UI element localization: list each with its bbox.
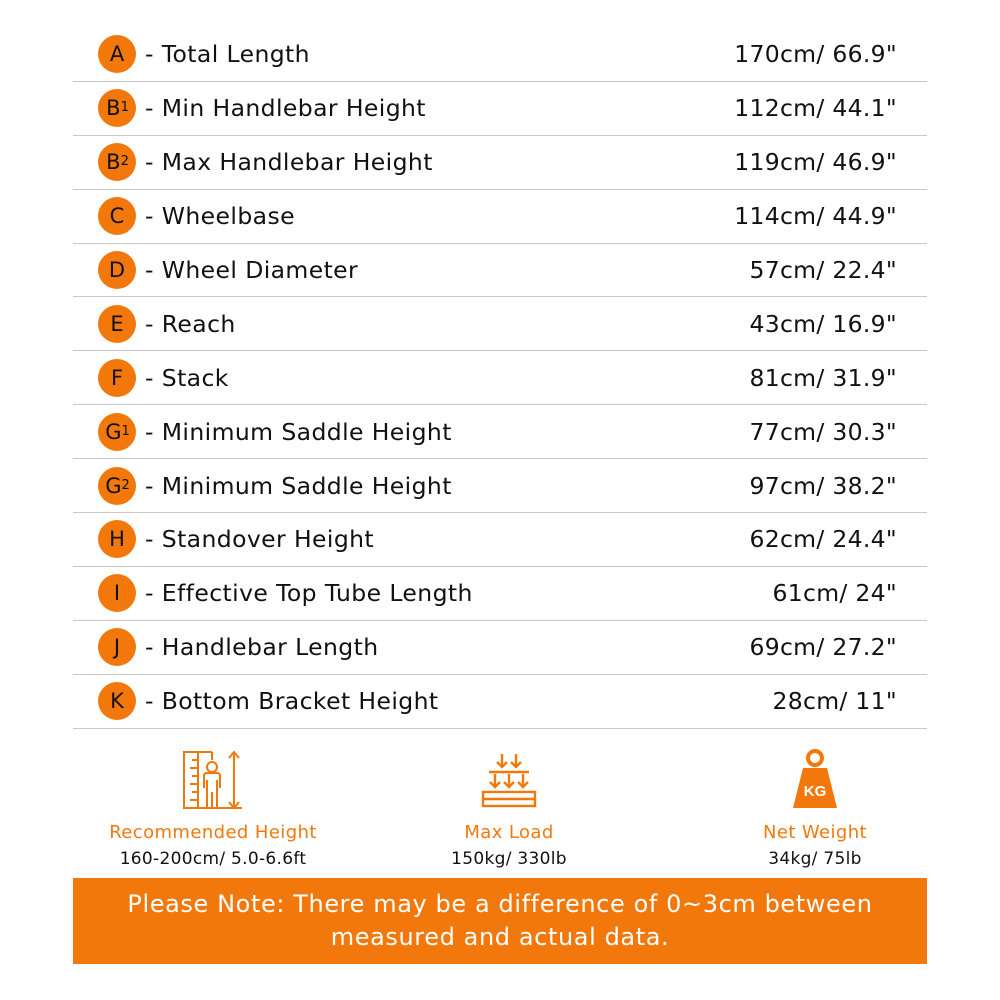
spec-badge: H [98,520,136,558]
spec-label: - Standover Height [145,525,375,554]
spec-value: 77cm/ 30.3" [749,417,897,446]
spec-badge: G 1 [98,413,136,451]
spec-badge: E [98,305,136,343]
spec-row [73,297,927,351]
height-ruler-icon [83,742,343,810]
spec-value: 62cm/ 24.4" [749,525,897,554]
kg-weight-icon [685,742,945,810]
spec-label: - Bottom Bracket Height [145,687,439,716]
spec-label: - Reach [145,309,236,338]
spec-row [73,82,927,136]
spec-row [73,459,927,513]
spec-badge: K [98,682,136,720]
spec-badge: F [98,359,136,397]
spec-value: 97cm/ 38.2" [749,471,897,500]
spec-row [73,567,927,621]
spec-row [73,621,927,675]
spec-badge: A [98,35,136,73]
spec-label: - Minimum Saddle Height [145,417,452,446]
spec-row [73,405,927,459]
spec-value: 28cm/ 11" [772,687,897,716]
spec-badge: I [98,574,136,612]
spec-label: - Minimum Saddle Height [145,471,452,500]
spec-badge: G 2 [98,467,136,505]
spec-row [73,190,927,244]
kg-label: KG [803,783,827,800]
spec-value: 170cm/ 66.9" [734,40,897,69]
spec-value: 43cm/ 16.9" [749,309,897,338]
spec-label: - Stack [145,363,229,392]
feature-value: 160-200cm/ 5.0-6.6ft [119,849,307,869]
spec-label: - Total Length [145,40,310,69]
feature-value: 150kg/ 330lb [451,849,567,869]
feature-title: Net Weight [762,822,868,843]
spec-value: 69cm/ 27.2" [749,633,897,662]
spec-value: 57cm/ 22.4" [749,256,897,284]
max-load-icon [379,742,639,810]
spec-value: 61cm/ 24" [772,579,897,608]
feature-recommended-height [83,742,343,869]
spec-label: - Max Handlebar Height [145,148,433,177]
spec-row [73,351,927,405]
spec-badge: D [98,251,136,289]
spec-label: - Handlebar Length [145,633,379,662]
spec-list [73,28,927,729]
measurement-note: Please Note: There may be a difference of 0~3cm between measured and actual data. [73,878,927,964]
spec-label: - Effective Top Tube Length [145,579,473,608]
feature-title: Max Load [464,822,554,843]
spec-value: 112cm/ 44.1" [734,94,897,123]
spec-row [73,28,927,82]
spec-label: - Wheel Diameter [145,256,359,284]
spec-badge: B 2 [98,143,136,181]
spec-row [73,136,927,190]
spec-value: 114cm/ 44.9" [734,202,897,231]
spec-label: - Min Handlebar Height [145,94,426,123]
feature-value: 34kg/ 75lb [768,849,862,869]
spec-row [73,513,927,567]
feature-title: Recommended Height [109,822,317,843]
spec-badge: C [98,197,136,235]
spec-value: 119cm/ 46.9" [734,148,897,177]
spec-badge: J [98,628,136,666]
spec-row [73,244,927,298]
feature-strip [73,742,927,872]
spec-badge: B 1 [98,89,136,127]
spec-label: - Wheelbase [145,202,295,231]
spec-row [73,675,927,729]
spec-value: 81cm/ 31.9" [749,363,897,392]
feature-max-load [379,742,639,869]
feature-net-weight [685,742,945,869]
